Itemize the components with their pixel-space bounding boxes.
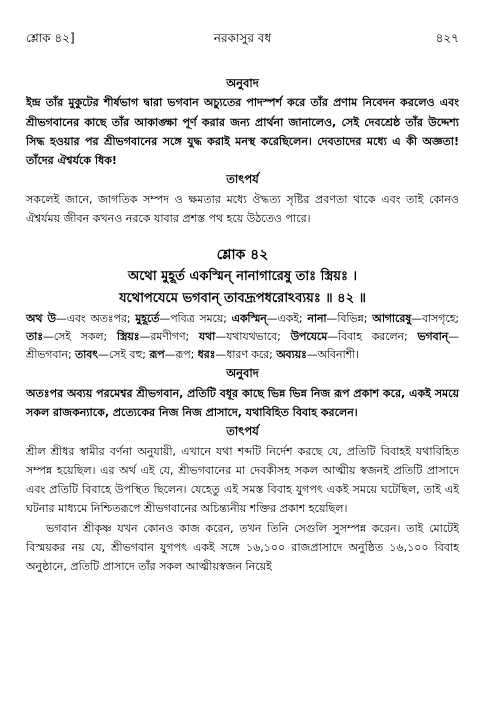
synonym-meaning: —রূপ;	[164, 348, 195, 362]
purport-text-1: সকলেই জানে, জাগতিক সম্পদ ও ক্ষমতার মধ্যে ঔদ্ধত্য সৃষ্টির প্রবণতা থাকে এবং তাই কোনও ঐশ্বর্যময় জীবন কখনও নরকে যাবার প্রশস্ত পথ হয়ে উঠতেও পারে।	[26, 192, 459, 226]
synonym-word: উপযেমে	[290, 330, 328, 344]
synonym-meaning: —ধারণ করে;	[215, 348, 273, 362]
verse-title: শ্লোক ৪২	[216, 247, 269, 264]
synonym-word: ভগবান্	[417, 330, 449, 344]
synonym-meaning: —একই;	[266, 312, 303, 326]
synonym-word: একস্মিন্	[231, 312, 267, 326]
purport-paragraph-1: শ্রীল শ্রীধর স্বামীর বর্ণনা অনুযায়ী, এখানে যথা শব্দটি নির্দেশ করছে যে, প্রতিটি বিবাহই যথাবিহিত সম্পন্ন হয়েছিল। এর অর্থ এই যে, শ্রীভগবানের মা দেবকীসহ সকল আত্মীয় স্বজনই প্রতিটি প্রাসাদে এবং প্রতিটি বিবাহে উপস্থিত ছিলেন। যেহেতু এই সমস্ত বিবাহ যুগপৎ একই সময়ে ঘটেছিল, তাই এই ঘটনার মাধ্যমে নিশ্চিতরূপে শ্রীভগবানের অচিন্ত্যনীয় শক্তির প্রকাশ হয়েছিল।	[26, 444, 459, 516]
header-verse-ref: শ্লোক ৪২]	[26, 31, 75, 45]
synonym-word: যথা	[198, 330, 216, 344]
synonym-meaning: —বিবাহ করলেন;	[327, 330, 408, 344]
synonym-meaning: —সেই বহু;	[98, 348, 146, 362]
synonym-word: অথ উ	[26, 312, 56, 326]
header-chapter-title: নরকাসুর বধ	[213, 31, 272, 45]
synonym-meaning: —পবিত্র সময়ে;	[159, 312, 227, 326]
synonym-word: আগারেষু	[372, 312, 412, 326]
page-body	[26, 74, 459, 577]
synonym-word: তাঃ	[26, 330, 43, 344]
synonym-word: মুহূর্তে	[135, 312, 160, 326]
translation-heading-1: অনুবাদ	[226, 76, 259, 90]
page-number: ৪২৭	[435, 31, 459, 45]
synonym-meaning: —এবং অতঃপর;	[55, 312, 131, 326]
synonym-word: তাবৎ	[75, 348, 99, 362]
purport-heading-1: তাৎপর্য	[226, 172, 259, 187]
synonym-meaning: —রমণীগণ;	[139, 330, 190, 344]
synonym-word: ধরঃ	[197, 348, 216, 362]
word-for-word-synonyms	[26, 310, 459, 364]
synonym-meaning: —শ্রীভগবান;	[26, 330, 459, 362]
translation-text-2: অতঃপর অব্যয় পরমেশ্বর শ্রীভগবান, প্রতিটি বধূর কাছে ভিন্ন ভিন্ন নিজ রূপ প্রকাশ করে, একই সময়ে সকল রাজকন্যাকে, প্রত্যেকের নিজ নিজ প্রাসাদে, যথাবিহিত বিবাহ করলেন।	[26, 386, 459, 419]
synonym-word: অব্যয়ঃ	[276, 348, 307, 362]
synonym-word: স্ত্রিয়ঃ	[116, 330, 140, 344]
purport-paragraph-2: ভগবান শ্রীকৃষ্ণ যখন কোনও কাজ করেন, তখন তিনি সেগুলি সুসম্পন্ন করেন। তাই মোটেই বিস্ময়কর নয় যে, শ্রীভগবান যুগপৎ একই সঙ্গে ১৬,১০০ রাজপ্রাসাদে অনুষ্ঠিত ১৬,১০০ বিবাহ অনুষ্ঠানে, প্রতিটি প্রাসাদে তাঁর সকল আত্মীয়স্বজন নিয়েই	[26, 521, 459, 574]
synonym-word: নানা	[307, 312, 327, 326]
verse-line-1: অথো মুহূর্ত একস্মিন্ নানাগারেষু তাঃ স্ত্রিয়ঃ ।	[127, 269, 358, 285]
running-header	[26, 30, 459, 46]
verse-line-2: যথোপযেমে ভগবান্ তাবদ্রূপধরোঽব্যয়ঃ ॥ ৪২ ॥	[119, 291, 366, 307]
synonym-meaning: —অবিনাশী।	[306, 348, 359, 362]
synonym-word: রূপ	[149, 348, 165, 362]
synonym-meaning: —সেই সকল;	[43, 330, 108, 344]
purport-heading-2: তাৎপর্য	[226, 424, 259, 439]
synonym-meaning: —বাসগৃহে;	[411, 312, 460, 326]
translation-heading-2: অনুবাদ	[226, 366, 259, 381]
translation-text-1: ইন্দ্র তাঁর মুকুটের শীর্ষভাগ দ্বারা ভগবান অচ্যুতের পাদস্পর্শ করে তাঁর প্রণাম নিবেদন করলেও এবং শ্রীভগবানের কাছে তাঁর আকাঙ্ক্ষা পূর্ণ করার জন্য প্রার্থনা জানালেও, সেই দেবশ্রেষ্ঠ তাঁর উদ্দেশ্য সিদ্ধ হওয়ার পর শ্রীভগবানের সঙ্গে যুদ্ধ করাই মনস্থ করেছিলেন। দেবতাদের মধ্যে এ কী অজ্ঞতা! তাঁদের ঐশ্বর্যকে ধিক!	[26, 96, 459, 168]
synonym-meaning: —যথাযথভাবে;	[215, 330, 281, 344]
synonym-meaning: —বিভিন্ন;	[326, 312, 368, 326]
